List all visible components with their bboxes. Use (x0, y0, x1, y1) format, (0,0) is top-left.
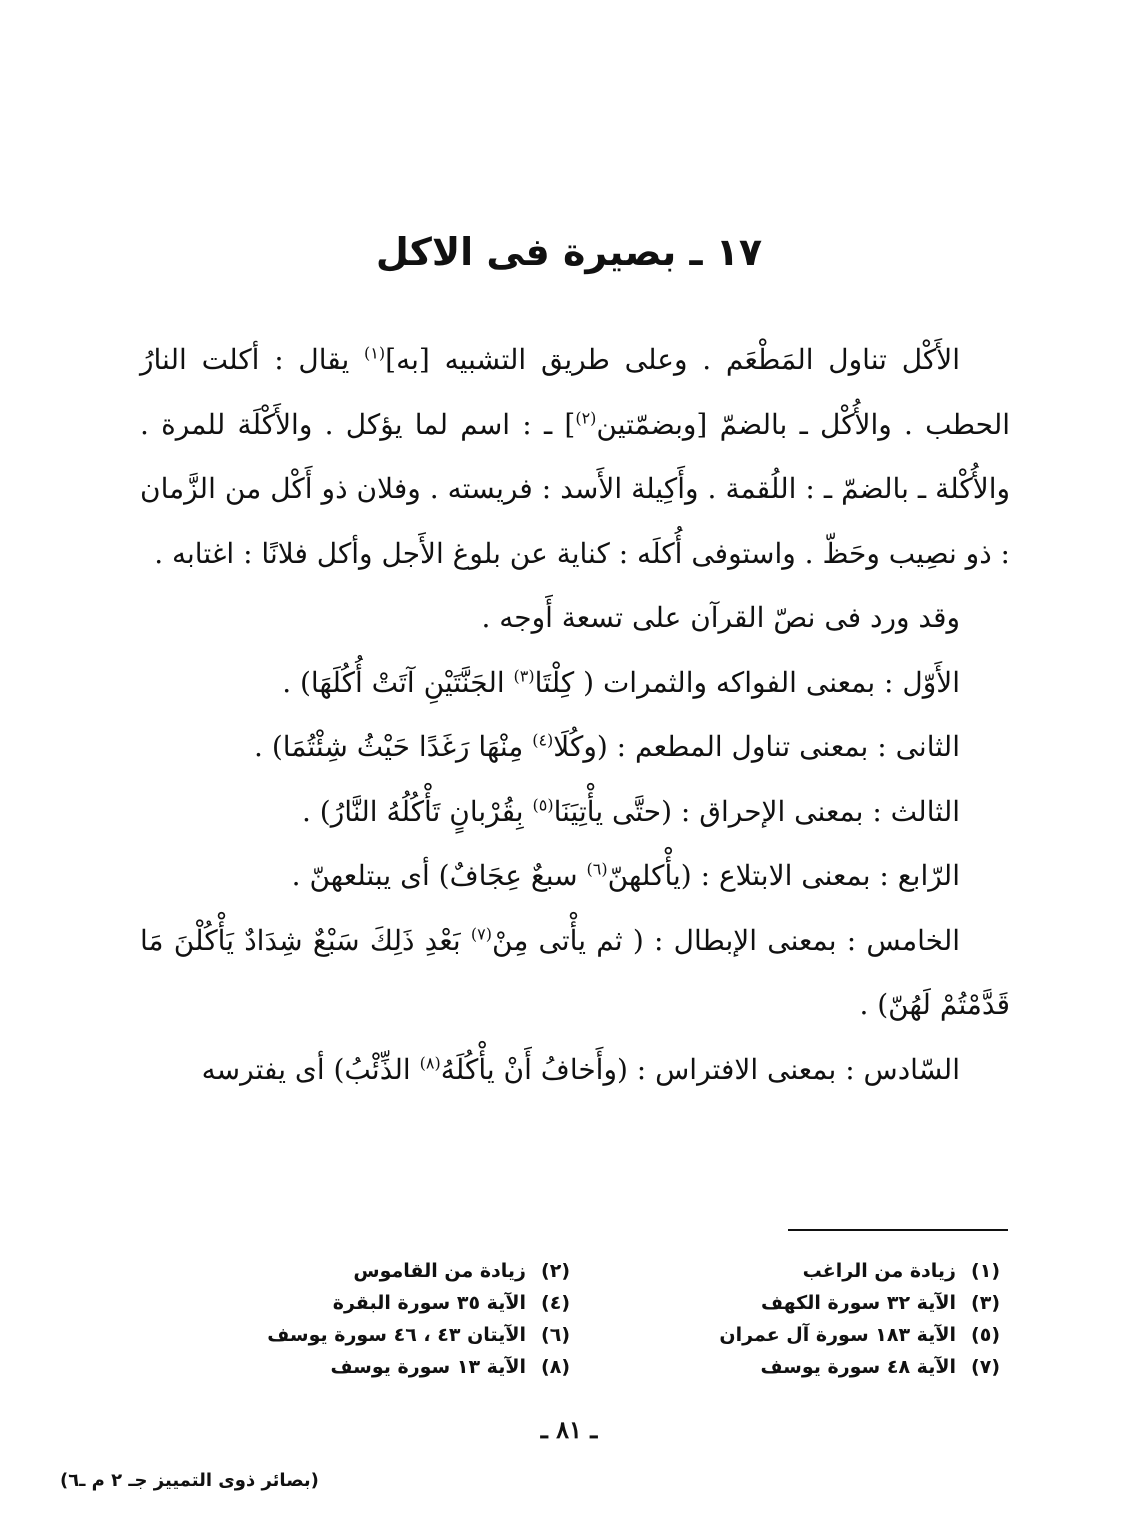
footnote-number: (٢) (541, 1260, 570, 1282)
text-segment: الرّابع : بمعنى الابتلاع : (يأْكلهنّ (607, 859, 960, 892)
footnote-text: الآية ١٣ سورة يوسف (330, 1356, 526, 1378)
footnote-text: الآية ٣٢ سورة الكهف (761, 1292, 956, 1314)
paragraph (140, 328, 1010, 586)
footnote (630, 1354, 1000, 1380)
footnote-number: (٥) (971, 1324, 1000, 1346)
footnote-text: زيادة من القاموس (353, 1260, 526, 1282)
paragraph (140, 1038, 1010, 1103)
text-segment: الثالث : بمعنى الإحراق : (حتَّى يأْتِيَنَا (553, 794, 960, 828)
footnote-marker: (٧) (470, 924, 492, 944)
footnote-number: (٣) (971, 1292, 1000, 1314)
paragraph (140, 780, 1010, 845)
text-segment: الخامس : بمعنى الإبطال : ( ثم يأْتى مِنْ (492, 923, 961, 957)
footnote (200, 1322, 570, 1348)
footnote-number: (١) (971, 1260, 1000, 1282)
text-segment: الجَنَّتَيْنِ آتَتْ أُكُلَهَا) . (282, 665, 514, 699)
footnote-marker: (٤) (532, 730, 554, 750)
footnote-number: (٦) (541, 1324, 570, 1346)
paragraph (140, 651, 1010, 716)
main-text (140, 328, 1010, 1102)
footnote-separator (788, 1229, 1008, 1231)
footnote-text: الآية ٤٨ سورة يوسف (760, 1356, 956, 1378)
footnote-text: الآية ١٨٣ سورة آل عمران (719, 1324, 956, 1346)
paragraph (140, 586, 1010, 651)
paragraph (140, 715, 1010, 780)
text-segment: الذِّئْبُ) أى يفترسه (201, 1052, 420, 1086)
footnotes (200, 1258, 1000, 1380)
paragraph (140, 844, 1010, 909)
paragraph (140, 909, 1010, 1038)
footnote-marker: (٨) (419, 1053, 441, 1073)
footnote-marker: (٣) (513, 666, 535, 686)
footnote (200, 1258, 570, 1284)
footnote-text: زيادة من الراغب (802, 1260, 956, 1282)
footnote-number: (٤) (541, 1292, 570, 1314)
footnote-marker: (١) (364, 343, 386, 363)
footnote-number: (٧) (971, 1356, 1000, 1378)
footnote-text: الآية ٣٥ سورة البقرة (332, 1292, 526, 1314)
text-segment: ] ـ : اسم لما يؤكل . والأَكْلَة للمرة . والأُكْلة ـ بالضمّ ـ : اللُقمة . وأَكِيلة الأَسد : فريسته . وفلان ذو أَكْل من الزَّمان : ذو نصِيب وحَظّ . واستوفى أُكلَه : كناية عن بلوغ الأَجل وأكل فلانًا : اغتابه . (140, 407, 1010, 570)
text-segment: سبعٌ عِجَافٌ) أى يبتلعهنّ . (291, 859, 587, 892)
footnote-text: الآيتان ٤٣ ، ٤٦ سورة يوسف (267, 1324, 526, 1346)
footnote (200, 1290, 570, 1316)
footnote-marker: (٦) (586, 859, 608, 879)
footnote (200, 1354, 570, 1380)
text-segment: السّادس : بمعنى الافتراس : (وأَخافُ أَنْ يأْكُلَهُ (440, 1052, 960, 1086)
chapter-title: ١٧ ـ بصيرة فى الاكل (375, 230, 763, 274)
footnote (630, 1258, 1000, 1284)
page-number: ـ ٨١ ـ (540, 1415, 598, 1444)
text-segment: يقال : أكلت النارُ الحطب . والأُكْل ـ بالضمّ [وبضمّتين (140, 343, 1011, 441)
footnote-number: (٨) (541, 1356, 570, 1378)
text-segment: مِنْهَا رَغَدًا حَيْثُ شِئْتُمَا) . (254, 730, 533, 763)
text-segment: الأَوّل : بمعنى الفواكه والثمرات ( كِلْتَا (534, 665, 960, 699)
text-segment: الثانى : بمعنى تناول المطعم : (وكُلَا (553, 730, 960, 763)
text-segment: الأَكْل تناول المَطْعَم . وعلى طريق التشبيه [به] (385, 343, 960, 376)
footnote-marker: (٥) (532, 795, 554, 815)
text-segment: وقد ورد فى نصّ القرآن على تسعة أَوجه . (481, 601, 960, 634)
running-footer: (بصائر ذوى التمييز جـ ٢ م ـ٦) (60, 1470, 319, 1491)
footnote (630, 1290, 1000, 1316)
text-segment: بِقُرْبانٍ تَأْكُلُهُ النَّارُ) . (302, 794, 533, 828)
footnote-marker: (٢) (575, 408, 597, 428)
footnote (630, 1322, 1000, 1348)
text-segment: بَعْدِ ذَلِكَ سَبْعٌ شِدَادٌ يَأْكُلْنَ مَا قَدَّمْتُمْ لَهُنّ) . (140, 923, 1010, 1021)
